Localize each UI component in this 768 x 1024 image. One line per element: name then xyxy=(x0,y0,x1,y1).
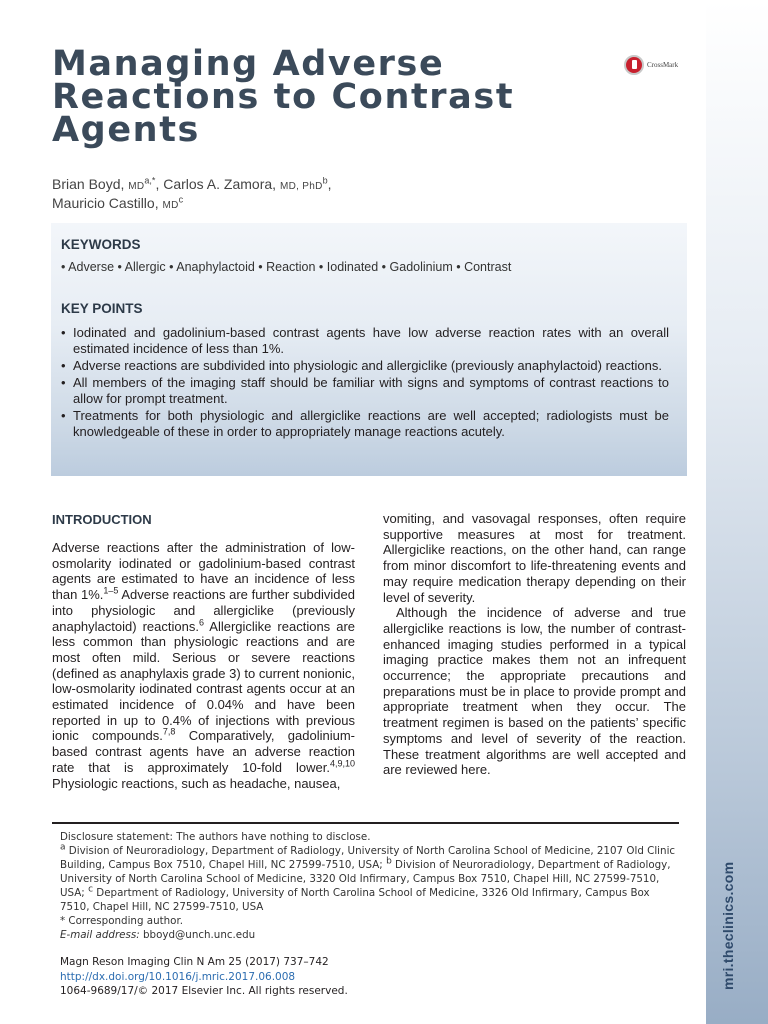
author-degree: MD xyxy=(162,200,179,211)
crossmark-icon xyxy=(624,55,644,75)
intro-paragraph: Adverse reactions after the administration of low-osmolarity iodinated or gadolinium-based contrast agents are estimated to have an incidence of less than 1%.$^{1-5}$ Adverse reactions are further subdivided into physiologic and allergiclike (previously anaphylactoid) reactions.$^6$ Allergiclike reactions are less common than physiologic reactions and are most often mild. Serious or severe reactions (defined as anaphylaxis grade 3) to current nonionic, low-osmolarity iodinated contrast agents occur at an estimated incidence of 0.04% and have been reported in up to 0.4% of injections with previous ionic compounds.$^{7,8}$ Comparatively, gadolinium-based contrast agents have an adverse reaction rate that is approximately 10-fold lower.$^{4,9,10}$ Physiologic reactions, such as headache, nausea, xyxy=(52,540,355,791)
intro-paragraph-continued: vomiting, and vasovagal responses, often require supportive measures at most for treatment. Allergiclike reactions, on the other hand, can range from minor discomfort to life-threatening events and may require medication therapy depending on their level of severity. xyxy=(383,511,686,605)
keypoints-box xyxy=(51,223,687,476)
keypoints-heading: KEY POINTS xyxy=(61,301,143,316)
author-affiliation-mark: c xyxy=(178,194,184,205)
journal-site-url[interactable]: mri.theclinics.com xyxy=(720,861,736,990)
body-column-right xyxy=(383,511,686,778)
keywords-list: • Adverse • Allergic • Anaphylactoid • Reaction • Iodinated • Gadolinium • Contrast xyxy=(61,260,512,274)
email-address[interactable]: bboyd@unch.unc.edu xyxy=(139,929,256,941)
copyright-line: 1064-9689/17/© 2017 Elsevier Inc. All rights reserved. xyxy=(60,985,348,997)
email-label: E-mail address: xyxy=(60,929,140,941)
author-name: Carlos A. Zamora, xyxy=(163,176,277,192)
disclosure-statement: Disclosure statement: The authors have nothing to disclose. xyxy=(60,831,371,843)
author-affiliation-mark: b xyxy=(322,175,328,186)
keypoints-list xyxy=(61,325,669,441)
section-heading: INTRODUCTION xyxy=(52,512,152,527)
journal-citation: Magn Reson Imaging Clin N Am 25 (2017) 737–742 xyxy=(60,956,329,968)
intro-paragraph-2: Although the incidence of adverse and true allergiclike reactions is low, the number of contrast-enhanced imaging studies performed in a typical imaging practice makes them not an infrequent occurrence; the appropriate precautions and preparations must be in place to provide prompt and appropriate treatment when they occur. The treatment regimen is based on the patients’ specific symptoms and level of severity of the reaction. These treatment algorithms are well accepted and are reviewed here. xyxy=(383,605,686,778)
crossmark-label: CrossMark xyxy=(647,61,679,69)
email-line xyxy=(60,928,682,942)
author-list: Brian Boyd, $MD^{a,*}$, Carlos A. Zamora, MD, PhD$^b$, Mauricio Castillo, $MD^c$ xyxy=(52,175,332,211)
keypoint-item: • All members of the imaging staff should be familiar with signs and symptoms of contrast reactions to allow for prompt treatment. xyxy=(61,375,669,407)
author-degree: MD xyxy=(128,181,145,192)
article-title: Managing Adverse Reactions to Contrast Agents xyxy=(52,44,515,150)
keywords-heading: KEYWORDS xyxy=(61,237,141,252)
crossmark-badge[interactable] xyxy=(624,55,678,75)
citation-ref[interactable]: 6 xyxy=(198,617,204,628)
author-degree: MD, PhD xyxy=(279,181,323,192)
citation-ref[interactable]: 1–5 xyxy=(103,585,119,596)
author-name: Mauricio Castillo, xyxy=(52,195,159,211)
citation-block xyxy=(60,955,348,999)
corresponding-author: * Corresponding author. xyxy=(60,915,184,927)
footnotes xyxy=(60,830,682,942)
keypoint-item: • Iodinated and gadolinium-based contrast agents have low adverse reaction rates with an overall estimated incidence of less than 1%. xyxy=(61,325,669,357)
citation-ref[interactable]: 7,8 xyxy=(162,727,176,738)
keypoint-item: • Treatments for both physiologic and allergiclike reactions are well accepted; radiologists must be knowledgeable of these in order to appropriately manage reactions acutely. xyxy=(61,408,669,440)
author-affiliation-mark: a,* xyxy=(144,175,156,186)
footnote-divider xyxy=(52,822,679,824)
journal-sidebar xyxy=(706,0,768,1024)
author-name: Brian Boyd, xyxy=(52,176,125,192)
citation-ref[interactable]: 4,9,10 xyxy=(329,758,355,769)
affiliations: $^a$ Division of Neuroradiology, Department of Radiology, University of North Carolina School of Medicine, 2107 Old Clinic Building, Campus Box 7510, Chapel Hill, NC 27599-7510, USA; $^b$ Division of Neuroradiology, Department of Radiology, University of North Carolina School of Medicine, 3320 Old Infirmary, Campus Box 7510, Chapel Hill, NC 27599-7510, USA; $^c$ Department of Radiology, University of North Carolina School of Medicine, 3326 Old Infirmary, Campus Box 7510, Chapel Hill, NC 27599-7510, USA xyxy=(60,842,676,913)
doi-link[interactable]: http://dx.doi.org/10.1016/j.mric.2017.06.008 xyxy=(60,970,296,983)
body-column-left xyxy=(52,511,355,791)
keypoint-item: • Adverse reactions are subdivided into physiologic and allergiclike (previously anaphylactoid) reactions. xyxy=(61,358,669,374)
